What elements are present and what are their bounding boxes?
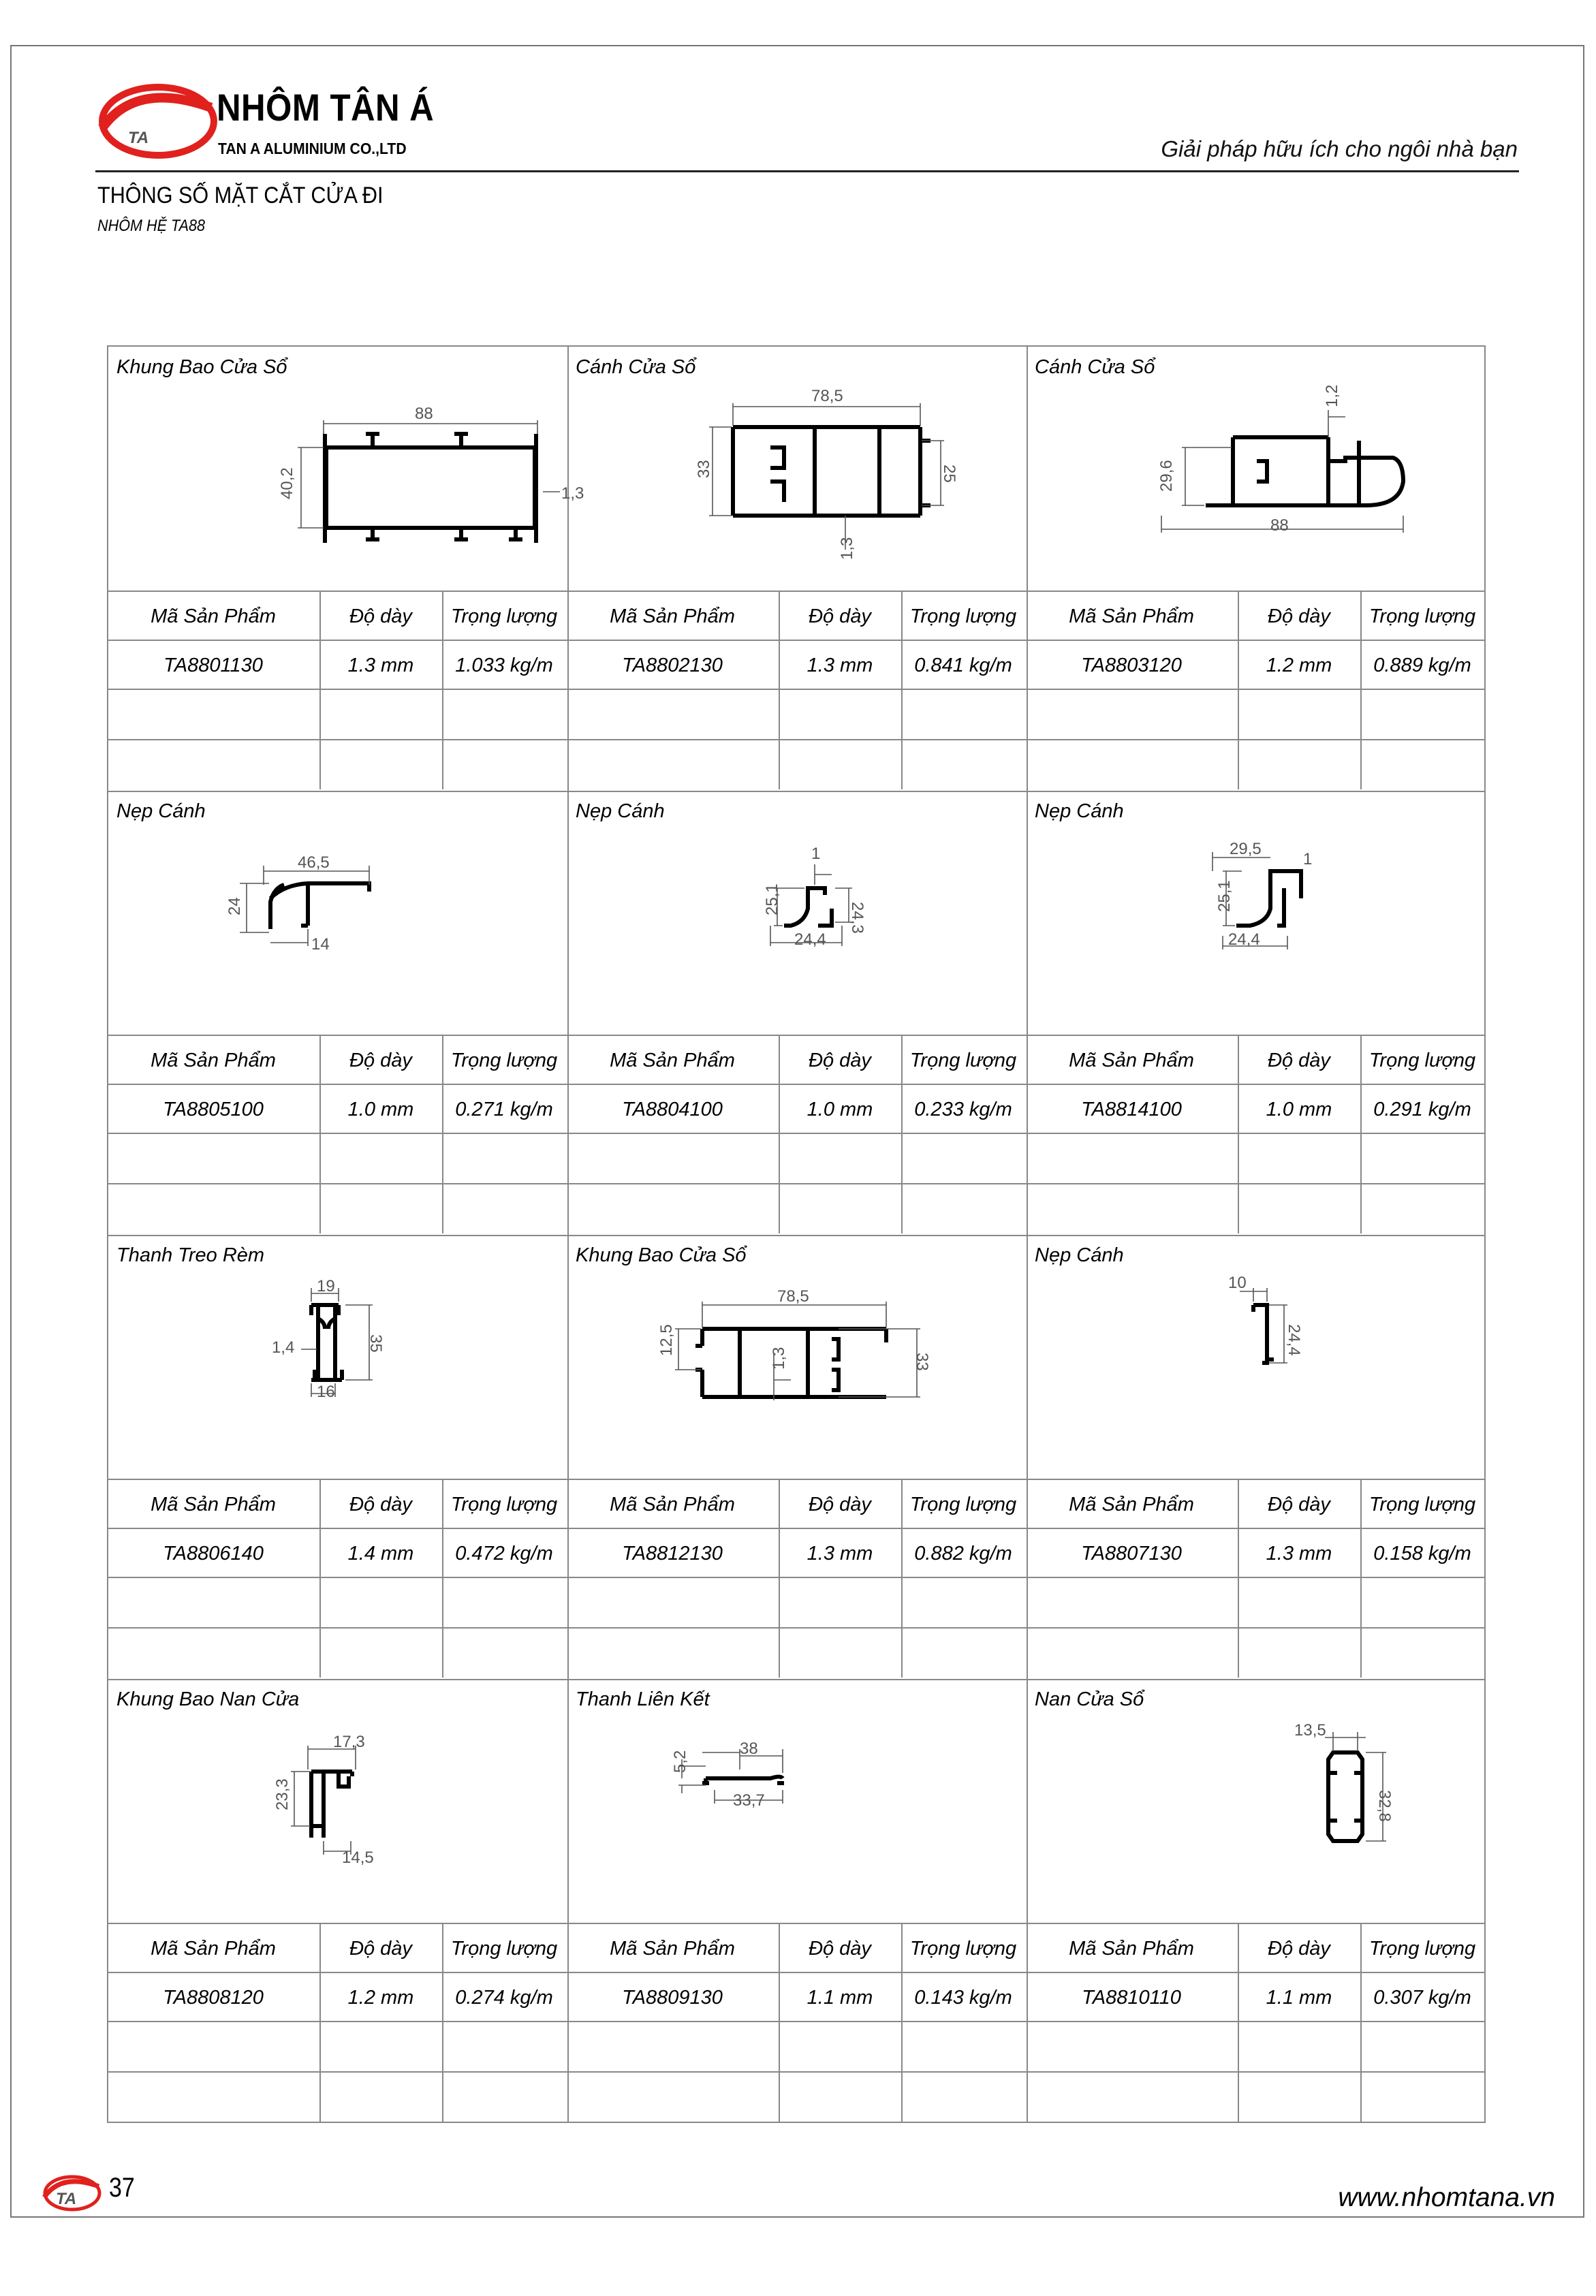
column-header-thickness: Độ dày <box>349 1494 412 1515</box>
product-weight: 0.882 kg/m <box>914 1543 1012 1564</box>
table-row <box>566 1528 1025 1577</box>
column-header-weight: Trọng lượng <box>450 606 558 627</box>
column-header-weight: Trọng lượng <box>1368 606 1476 627</box>
product-card <box>566 345 1025 789</box>
product-thickness: 1.2 mm <box>1266 655 1332 676</box>
column-header-thickness: Độ dày <box>1268 1494 1330 1515</box>
column-header-code: Mã Sản Phẩm <box>151 1494 276 1515</box>
product-weight: 0.143 kg/m <box>914 1987 1012 2009</box>
column-header-code: Mã Sản Phẩm <box>610 606 735 627</box>
dimension-label: 1 <box>811 845 821 863</box>
dimension-label: 10 <box>1228 1274 1247 1292</box>
dimension-label: 25,1 <box>1215 880 1234 912</box>
product-name: Khung Bao Cửa Sổ <box>116 356 287 378</box>
product-thickness: 1.4 mm <box>347 1543 414 1564</box>
column-header-code: Mã Sản Phẩm <box>151 1938 276 1960</box>
product-thickness: 1.1 mm <box>807 1987 873 2009</box>
dimension-label: 24 <box>225 897 244 915</box>
column-header-code: Mã Sản Phẩm <box>1069 1938 1194 1960</box>
column-header-weight: Trọng lượng <box>450 1050 558 1071</box>
column-header-weight: Trọng lượng <box>1368 1050 1476 1071</box>
product-name: Cánh Cửa Sổ <box>1035 356 1155 378</box>
column-header-thickness: Độ dày <box>809 1938 871 1960</box>
dimension-label: 1,2 <box>1323 384 1341 407</box>
product-weight: 0.274 kg/m <box>455 1987 553 2009</box>
table-row <box>107 640 566 689</box>
dimension-label: 29,6 <box>1157 460 1176 492</box>
profile-cross-section-drawing <box>1025 1233 1484 1479</box>
column-header-weight: Trọng lượng <box>450 1494 558 1515</box>
column-header-weight: Trọng lượng <box>909 606 1017 627</box>
column-header-thickness: Độ dày <box>349 1050 412 1071</box>
column-header-thickness: Độ dày <box>809 1494 871 1515</box>
column-header-code: Mã Sản Phẩm <box>151 606 276 627</box>
column-header-weight: Trọng lượng <box>450 1938 558 1960</box>
product-name: Nẹp Cánh <box>576 800 665 822</box>
table-header-row <box>566 1479 1025 1528</box>
column-header-code: Mã Sản Phẩm <box>1069 1494 1194 1515</box>
column-header-code: Mã Sản Phẩm <box>610 1938 735 1960</box>
slogan: Giải pháp hữu ích cho ngôi nhà bạn <box>1161 136 1518 161</box>
dimension-label: 33 <box>913 1353 931 1371</box>
header-divider <box>95 170 1519 172</box>
column-header-code: Mã Sản Phẩm <box>1069 1050 1194 1071</box>
dimension-label: 46,5 <box>298 853 330 872</box>
footer-logo-text: TA <box>56 2190 77 2208</box>
product-weight: 0.472 kg/m <box>455 1543 553 1564</box>
dimension-label: 16 <box>317 1383 335 1401</box>
tan-a-logo <box>95 80 218 162</box>
product-card <box>107 1678 566 2122</box>
table-header-row <box>1025 1923 1484 1972</box>
column-header-weight: Trọng lượng <box>909 1494 1017 1515</box>
column-header-code: Mã Sản Phẩm <box>1069 606 1194 627</box>
dimension-label: 25 <box>940 465 958 483</box>
profile-cross-section-drawing <box>566 789 1025 1035</box>
table-row <box>107 1084 566 1133</box>
product-weight: 0.233 kg/m <box>914 1099 1012 1120</box>
column-header-code: Mã Sản Phẩm <box>610 1494 735 1515</box>
dimension-label: 33 <box>695 460 713 478</box>
dimension-label: 23,3 <box>273 1778 292 1810</box>
dimension-label: 88 <box>415 405 433 423</box>
product-weight: 0.271 kg/m <box>455 1099 553 1120</box>
table-header-row <box>1025 1479 1484 1528</box>
product-card <box>107 1233 566 1678</box>
dimension-label: 24,4 <box>1285 1324 1303 1356</box>
table-header-row <box>107 591 566 640</box>
product-card <box>566 1678 1025 2122</box>
profile-cross-section-drawing <box>566 345 1025 591</box>
table-row <box>566 640 1025 689</box>
table-header-row <box>566 1035 1025 1084</box>
product-name: Thanh Treo Rèm <box>116 1244 265 1266</box>
product-code: TA8805100 <box>163 1099 264 1120</box>
product-card <box>566 789 1025 1233</box>
dimension-label: 32,8 <box>1375 1790 1394 1822</box>
profile-cross-section-drawing <box>107 1233 566 1479</box>
product-name: Thanh Liên Kết <box>576 1688 710 1710</box>
product-card <box>566 1233 1025 1678</box>
column-header-thickness: Độ dày <box>349 1938 412 1960</box>
profile-cross-section-drawing <box>1025 345 1484 591</box>
dimension-label: 33,7 <box>733 1791 765 1810</box>
product-thickness: 1.0 mm <box>347 1099 414 1120</box>
product-card <box>1025 345 1484 789</box>
column-header-weight: Trọng lượng <box>909 1050 1017 1071</box>
product-code: TA8810110 <box>1082 1987 1181 2009</box>
product-code: TA8814100 <box>1081 1099 1182 1120</box>
product-thickness: 1.1 mm <box>1266 1987 1332 2009</box>
column-header-weight: Trọng lượng <box>1368 1938 1476 1960</box>
dimension-label: 24,3 <box>848 902 866 934</box>
product-name: Nẹp Cánh <box>116 800 206 822</box>
column-header-thickness: Độ dày <box>349 606 412 627</box>
website-link[interactable]: www.nhomtana.vn <box>1338 2183 1555 2212</box>
dimension-label: 25,1 <box>763 883 781 915</box>
profile-cross-section-drawing <box>1025 789 1484 1035</box>
table-header-row <box>107 1035 566 1084</box>
dimension-label: 14,5 <box>342 1849 374 1867</box>
column-header-thickness: Độ dày <box>1268 1938 1330 1960</box>
dimension-label: 1,4 <box>272 1338 295 1357</box>
product-thickness: 1.0 mm <box>1266 1099 1332 1120</box>
product-weight: 0.158 kg/m <box>1373 1543 1471 1564</box>
product-name: Nẹp Cánh <box>1035 800 1124 822</box>
dimension-label: 24,4 <box>1228 930 1260 949</box>
table-row <box>1025 640 1484 689</box>
dimension-label: 14 <box>311 935 330 954</box>
dimension-label: 29,5 <box>1230 840 1262 858</box>
dimension-label: 13,5 <box>1294 1721 1326 1740</box>
product-code: TA8803120 <box>1081 655 1182 676</box>
dimension-label: 1,3 <box>770 1347 788 1370</box>
product-name: Khung Bao Nan Cửa <box>116 1688 300 1710</box>
product-code: TA8809130 <box>622 1987 723 2009</box>
dimension-label: 12,5 <box>657 1324 676 1356</box>
product-code: TA8808120 <box>163 1987 264 2009</box>
product-weight: 0.841 kg/m <box>914 655 1012 676</box>
product-name: Khung Bao Cửa Sổ <box>576 1244 747 1266</box>
page-number: 37 <box>109 2173 135 2203</box>
dimension-label: 5,2 <box>671 1750 689 1773</box>
product-thickness: 1.3 mm <box>807 1543 873 1564</box>
table-header-row <box>566 591 1025 640</box>
profile-cross-section-drawing <box>1025 1678 1484 1923</box>
product-card <box>1025 1233 1484 1678</box>
product-code: TA8806140 <box>163 1543 264 1564</box>
profile-cross-section-drawing <box>107 345 584 591</box>
table-header-row <box>107 1923 566 1972</box>
table-row <box>1025 1084 1484 1133</box>
dimension-label: 1 <box>1303 850 1313 868</box>
table-header-row <box>107 1479 566 1528</box>
product-card <box>107 345 584 789</box>
dimension-label: 88 <box>1270 516 1289 535</box>
table-row <box>1025 1972 1484 2021</box>
product-code: TA8807130 <box>1081 1543 1182 1564</box>
dimension-label: 24,4 <box>794 930 826 949</box>
dimension-label: 38 <box>740 1740 758 1758</box>
product-weight: 0.889 kg/m <box>1373 655 1471 676</box>
document-subtitle: NHÔM HỆ TA88 <box>97 217 206 235</box>
brand-subtitle: TAN A ALUMINIUM CO.,LTD <box>218 140 407 157</box>
dimension-label: 19 <box>317 1277 335 1295</box>
profile-cross-section-drawing <box>566 1678 1025 1923</box>
product-thickness: 1.3 mm <box>1266 1543 1332 1564</box>
product-weight: 0.291 kg/m <box>1373 1099 1471 1120</box>
product-name: Cánh Cửa Sổ <box>576 356 696 378</box>
dimension-label: 78,5 <box>811 387 843 405</box>
product-card <box>107 789 566 1233</box>
profile-cross-section-drawing <box>107 1678 566 1923</box>
table-row <box>566 1972 1025 2021</box>
table-row <box>107 1528 566 1577</box>
table-header-row <box>566 1923 1025 1972</box>
logo-text: TA <box>128 129 149 147</box>
column-header-thickness: Độ dày <box>1268 1050 1330 1071</box>
column-header-code: Mã Sản Phẩm <box>151 1050 276 1071</box>
product-thickness: 1.2 mm <box>347 1987 414 2009</box>
product-code: TA8801130 <box>163 655 263 676</box>
product-weight: 0.307 kg/m <box>1373 1987 1471 2009</box>
column-header-thickness: Độ dày <box>809 1050 871 1071</box>
table-row <box>107 1972 566 2021</box>
table-header-row <box>1025 1035 1484 1084</box>
product-code: TA8802130 <box>622 655 723 676</box>
dimension-label: 1,3 <box>561 484 584 503</box>
profile-cross-section-drawing <box>107 789 566 1035</box>
column-header-weight: Trọng lượng <box>1368 1494 1476 1515</box>
product-thickness: 1.0 mm <box>807 1099 873 1120</box>
footer-logo <box>41 2173 102 2214</box>
brand-name: NHÔM TÂN Á <box>217 86 435 129</box>
product-name: Nẹp Cánh <box>1035 1244 1124 1266</box>
dimension-label: 1,3 <box>838 537 856 560</box>
table-row <box>1025 1528 1484 1577</box>
column-header-weight: Trọng lượng <box>909 1938 1017 1960</box>
product-card <box>1025 789 1484 1233</box>
table-header-row <box>1025 591 1484 640</box>
product-thickness: 1.3 mm <box>347 655 414 676</box>
profile-cross-section-drawing <box>566 1233 1025 1479</box>
column-header-code: Mã Sản Phẩm <box>610 1050 735 1071</box>
product-thickness: 1.3 mm <box>807 655 873 676</box>
column-header-thickness: Độ dày <box>809 606 871 627</box>
product-card <box>1025 1678 1484 2122</box>
product-code: TA8804100 <box>622 1099 723 1120</box>
column-header-thickness: Độ dày <box>1268 606 1330 627</box>
dimension-label: 35 <box>366 1334 385 1353</box>
document-title: THÔNG SỐ MẶT CẮT CỬA ĐI <box>97 183 384 208</box>
dimension-label: 78,5 <box>777 1287 809 1306</box>
dimension-label: 17,3 <box>333 1733 365 1751</box>
dimension-label: 40,2 <box>278 467 296 499</box>
table-row <box>566 1084 1025 1133</box>
product-code: TA8812130 <box>622 1543 723 1564</box>
product-weight: 1.033 kg/m <box>455 655 553 676</box>
product-name: Nan Cửa Sổ <box>1035 1688 1144 1710</box>
